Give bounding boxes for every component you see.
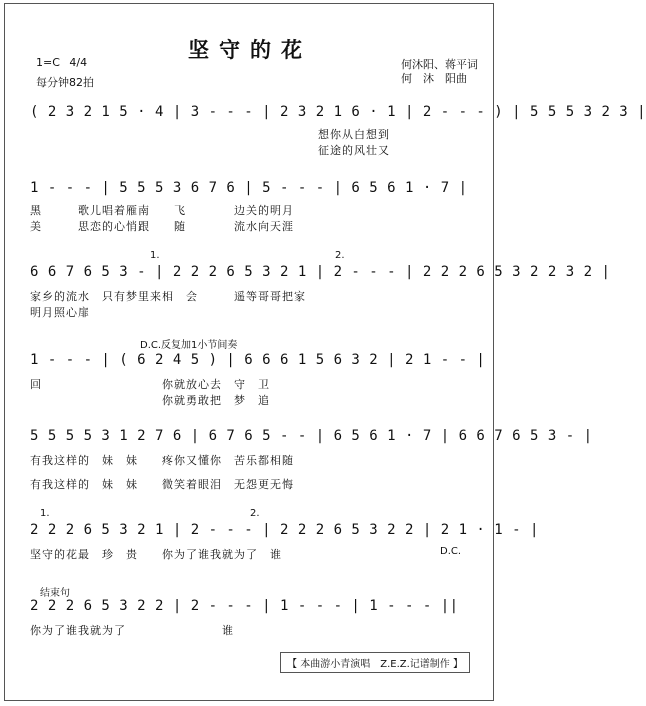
notation-row-2: 1 - - - | 5 5 5 3 6 7 6 | 5 - - - | 6 5 6 1 · 7 | <box>30 180 468 196</box>
composer-credit: 何 沐 阳曲 <box>401 72 467 85</box>
lyric-row-5-verse-1: 有我这样的 妹 妹 疼你又懂你 苦乐都相随 <box>30 454 294 467</box>
lyric-row-6-verse-1: 坚守的花最 珍 贵 你为了谁我就为了 谁 <box>30 548 282 561</box>
lyric-row-3-verse-2: 明月照心扉 <box>30 306 90 319</box>
footer-credit: 【 本曲游小青演唱 Z.E.Z.记谱制作 】 <box>280 652 470 673</box>
lyric-row-7-verse-1: 你为了谁我就为了 谁 <box>30 624 234 637</box>
notation-row-1: ( 2 3 2 1 5 · 4 | 3 - - - | 2 3 2 1 6 · 1 | 2 - - - ) | 5 5 5 3 2 3 | <box>30 104 646 120</box>
notation-row-4: 1 - - - | ( 6 2 4 5 ) | 6 6 6 1 5 6 3 2 | 2 1 - - | <box>30 352 486 368</box>
lyric-row-5-verse-2: 有我这样的 妹 妹 微笑着眼泪 无怨更无悔 <box>30 478 294 491</box>
dc-instruction: D.C.反复加1小节间奏 <box>140 340 238 351</box>
song-title: 坚守的花 <box>188 37 312 62</box>
volta-2-label-row-6: 2. <box>250 508 260 519</box>
volta-2-label: 2. <box>335 250 345 261</box>
lyric-row-2-verse-2: 美 思恋的心悄跟 随 流水向天涯 <box>30 220 294 233</box>
lyricist-credit: 何沐阳、蒋平词 <box>401 58 478 71</box>
lyric-row-1-verse-2: 征途的风壮又 <box>30 144 390 157</box>
key-label: 1=C <box>36 56 60 69</box>
lyric-row-4-verse-2: 你就勇敢把 梦 追 <box>30 394 270 407</box>
time-signature: 4/4 <box>69 56 88 69</box>
dc-label: D.C. <box>440 546 462 557</box>
notation-row-6: 2 2 2 6 5 3 2 1 | 2 - - - | 2 2 2 6 5 3 2 2 | 2 1 · 1 - | <box>30 522 539 538</box>
key-signature <box>36 56 87 70</box>
tempo-marking: 每分钟82拍 <box>36 76 94 89</box>
notation-row-7: 2 2 2 6 5 3 2 2 | 2 - - - | 1 - - - | 1 - - - || <box>30 598 459 614</box>
lyric-row-4-verse-1: 回 你就放心去 守 卫 <box>30 378 270 391</box>
volta-1-label-row-6: 1. <box>40 508 50 519</box>
lyric-row-3-verse-1: 家乡的流水 只有梦里来相 会 遥等哥哥把家 <box>30 290 306 303</box>
lyric-row-1-verse-1: 想你从白想到 <box>30 128 390 141</box>
notation-row-5: 5 5 5 5 3 1 2 7 6 | 6 7 6 5 - - | 6 5 6 1 · 7 | 6 6 7 6 5 3 - | <box>30 428 593 444</box>
notation-row-3: 6 6 7 6 5 3 - | 2 2 2 6 5 3 2 1 | 2 - - - | 2 2 2 6 5 3 2 2 3 2 | <box>30 264 611 280</box>
ending-label: 结束句 <box>40 588 70 599</box>
credits <box>401 58 478 86</box>
volta-1-label: 1. <box>150 250 160 261</box>
lyric-row-2-verse-1: 黑 歌儿唱着雁南 飞 边关的明月 <box>30 204 294 217</box>
